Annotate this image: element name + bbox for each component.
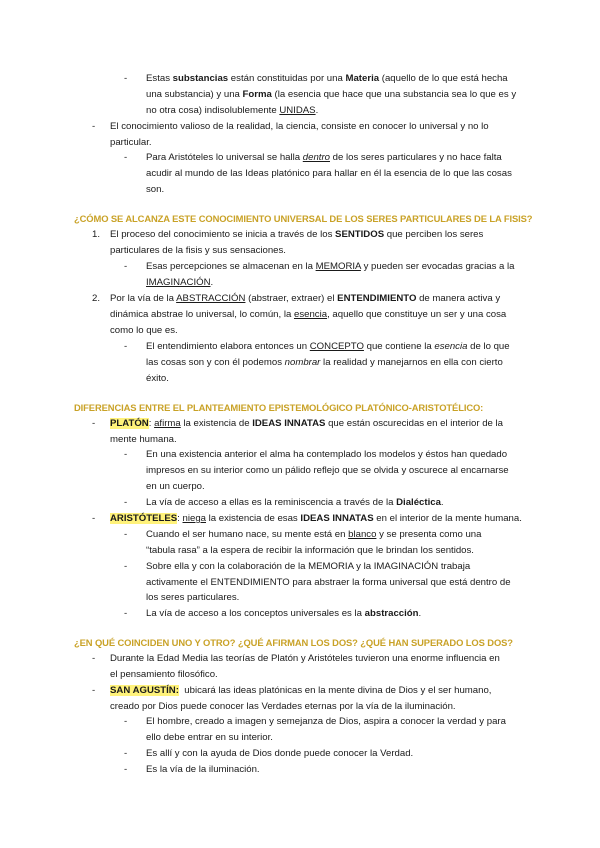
bullet-dash: -: [92, 513, 96, 524]
bullet-dash: -: [124, 341, 128, 352]
text-span: en el interior de la mente humana.: [373, 513, 522, 524]
text-span: El proceso del conocimiento se inicia a través de los: [110, 229, 336, 240]
paragraph-line: son.: [146, 184, 165, 195]
text-span: una substancia) y una: [146, 89, 243, 100]
text-span: y se presenta como una: [376, 529, 482, 540]
section-heading: ¿EN QUÉ COINCIDEN UNO Y OTRO? ¿QUÉ AFIRMAN LOS DOS? ¿QUÉ HAN SUPERADO LOS DOS?: [74, 637, 513, 648]
text-span: no otra cosa) indisolublemente: [146, 105, 280, 116]
list-number: 2.: [92, 293, 101, 304]
text-span: .: [418, 608, 422, 619]
underlined-term: MEMORIA: [315, 261, 361, 272]
bold-term: IDEAS INNATAS: [252, 418, 326, 429]
paragraph-line: creado por Dios puede conocer las Verdades eternas por la vía de la iluminación.: [110, 701, 456, 712]
text-span: .: [210, 277, 214, 288]
paragraph-line: [146, 105, 318, 117]
paragraph-line: [146, 341, 510, 353]
paragraph-line: impresos en su interior como un pálido reflejo que se olvida y oscurece al encarnarse: [146, 465, 509, 476]
text-span: :: [148, 418, 155, 429]
section-heading: DIFERENCIAS ENTRE EL PLANTEAMIENTO EPISTEMOLÓGICO PLATÓNICO-ARISTOTÉLICO:: [74, 402, 484, 413]
bold-term: Materia: [345, 73, 380, 84]
bullet-dash: -: [124, 152, 128, 163]
text-span: que perciben los seres: [384, 229, 484, 240]
paragraph-line: [110, 229, 483, 241]
text-span: la existencia de esas: [206, 513, 301, 524]
paragraph-line: particular.: [110, 137, 152, 148]
paragraph-line: [110, 418, 503, 430]
bullet-dash: -: [124, 764, 128, 775]
paragraph-line: Sobre ella y con la colaboración de la MEMORIA y la IMAGINACIÓN trabaja: [146, 561, 471, 572]
paragraph-line: Es allí y con la ayuda de Dios donde puede conocer la Verdad.: [146, 748, 414, 759]
paragraph-line: el pensamiento filosófico.: [110, 669, 218, 680]
text-span: El entendimiento elabora entonces un: [146, 341, 310, 352]
paragraph-line: [146, 497, 444, 509]
text-span: están constituidas por una: [228, 73, 346, 84]
text-span: y pueden ser evocadas gracias a la: [360, 261, 515, 272]
text-span: de manera activa y: [416, 293, 501, 304]
bold-term: SENTIDOS: [335, 229, 385, 240]
text-span: las cosas son y con él podemos: [146, 357, 285, 368]
paragraph-line: particulares de la fisis y sus sensaciones.: [110, 245, 286, 256]
bullet-dash: -: [92, 685, 96, 696]
italic-term: nombrar: [284, 357, 321, 368]
underlined-term: afirma: [154, 418, 181, 429]
text-span: La vía de acceso a los conceptos universales es la: [146, 608, 365, 619]
paragraph-line: en un cuerpo.: [146, 481, 205, 492]
underlined-term: CONCEPTO: [309, 341, 364, 352]
bullet-dash: -: [92, 121, 96, 132]
bullet-dash: -: [124, 497, 128, 508]
text-span: dinámica abstrae lo universal, lo común, la: [110, 309, 294, 320]
text-span: Estas: [146, 73, 173, 84]
paragraph-line: Es la vía de la iluminación.: [146, 764, 260, 775]
text-span: (aquello de lo que está hecha: [379, 73, 508, 84]
text-span: Esas percepciones se almacenan en la: [146, 261, 316, 272]
text-span: La vía de acceso a ellas es la reminiscencia a través de la: [146, 497, 397, 508]
text-span: Cuando el ser humano nace, su mente está en: [146, 529, 349, 540]
paragraph-line: [110, 685, 491, 697]
bold-term: IDEAS INNATAS: [300, 513, 374, 524]
section-heading: ¿CÓMO SE ALCANZA ESTE CONOCIMIENTO UNIVERSAL DE LOS SERES PARTICULARES DE LA FISIS?: [74, 213, 533, 224]
text-span: la existencia de: [180, 418, 253, 429]
paragraph-line: activamente el ENTENDIMIENTO para abstraer la forma universal que está dentro de: [146, 577, 511, 588]
underlined-term: blanco: [348, 529, 377, 540]
bold-term: ENTENDIMIENTO: [337, 293, 417, 304]
bullet-dash: -: [124, 748, 128, 759]
bold-term: Dialéctica: [396, 497, 441, 508]
text-span: de lo que: [467, 341, 510, 352]
paragraph-line: [146, 89, 516, 101]
underlined-term: esencia: [293, 309, 328, 320]
bold-term: substancias: [172, 73, 229, 84]
paragraph-line: El hombre, creado a imagen y semejanza de Dios, aspira a conocer la verdad y para: [146, 716, 506, 727]
bullet-dash: -: [124, 449, 128, 460]
text-span: la realidad y manejarnos en ella con cierto: [320, 357, 503, 368]
bullet-dash: -: [124, 73, 128, 84]
highlighted-name: SAN AGUSTÍN:: [110, 685, 179, 696]
paragraph-line: acudir al mundo de las Ideas platónico para hallar en él la esencia de lo que las cosas: [146, 168, 512, 179]
text-span: que están oscurecidas en el interior de la: [325, 418, 503, 429]
text-span: Por la vía de la: [110, 293, 177, 304]
text-span: de los seres particulares y no hace falta: [329, 152, 502, 163]
paragraph-line: éxito.: [146, 373, 169, 384]
bullet-dash: -: [92, 653, 96, 664]
paragraph-line: En una existencia anterior el alma ha contemplado los modelos y éstos han quedado: [146, 449, 508, 460]
paragraph-line: “tabula rasa” a la espera de recibir la información que le brindan los sentidos.: [146, 545, 474, 556]
paragraph-line: [146, 608, 421, 620]
bold-term: Forma: [242, 89, 272, 100]
bullet-dash: -: [124, 716, 128, 727]
paragraph-line: [110, 293, 500, 305]
italic-term: esencia: [434, 341, 468, 352]
bullet-dash: -: [124, 529, 128, 540]
text-span: Para Aristóteles lo universal se halla: [146, 152, 303, 163]
underlined-term: niega: [182, 513, 206, 524]
highlighted-name: PLATÓN: [110, 418, 149, 429]
underlined-term: UNIDAS: [279, 105, 316, 116]
paragraph-line: [110, 513, 522, 525]
text-span: (abstraer, extraer) el: [245, 293, 338, 304]
paragraph-line: El conocimiento valioso de la realidad, la ciencia, consiste en conocer lo universal y no lo: [110, 121, 489, 132]
paragraph-line: ello debe entrar en su interior.: [146, 732, 273, 743]
paragraph-line: [146, 152, 502, 164]
text-span: , aquello que constituye un ser y una cosa: [327, 309, 507, 320]
bold-term: abstracción: [364, 608, 419, 619]
bullet-dash: -: [92, 418, 96, 429]
paragraph-line: como lo que es.: [110, 325, 178, 336]
paragraph-line: los seres particulares.: [146, 592, 240, 603]
bullet-dash: -: [124, 561, 128, 572]
highlighted-name: ARISTÓTELES: [110, 513, 178, 524]
paragraph-line: [146, 277, 213, 289]
paragraph-line: [146, 357, 503, 369]
text-span: :: [177, 513, 183, 524]
text-span: ubicará las ideas platónicas en la mente divina de Dios y el ser humano,: [178, 685, 492, 696]
underlined-term: IMAGINACIÓN: [146, 277, 211, 288]
paragraph-line: [146, 261, 515, 273]
text-span: (la esencia que hace que una substancia sea lo que es y: [271, 89, 517, 100]
paragraph-line: [146, 529, 481, 541]
paragraph-line: [146, 73, 508, 85]
text-span: .: [315, 105, 319, 116]
bullet-dash: -: [124, 261, 128, 272]
paragraph-line: mente humana.: [110, 434, 177, 445]
paragraph-line: Durante la Edad Media las teorías de Platón y Aristóteles tuvieron una enorme influencia en: [110, 653, 500, 664]
underlined-term: ABSTRACCIÓN: [176, 293, 246, 304]
underlined-term: dentro: [302, 152, 330, 163]
bullet-dash: -: [124, 608, 128, 619]
list-number: 1.: [92, 229, 101, 240]
text-span: que contiene la: [363, 341, 435, 352]
paragraph-line: [110, 309, 506, 321]
text-span: .: [440, 497, 444, 508]
